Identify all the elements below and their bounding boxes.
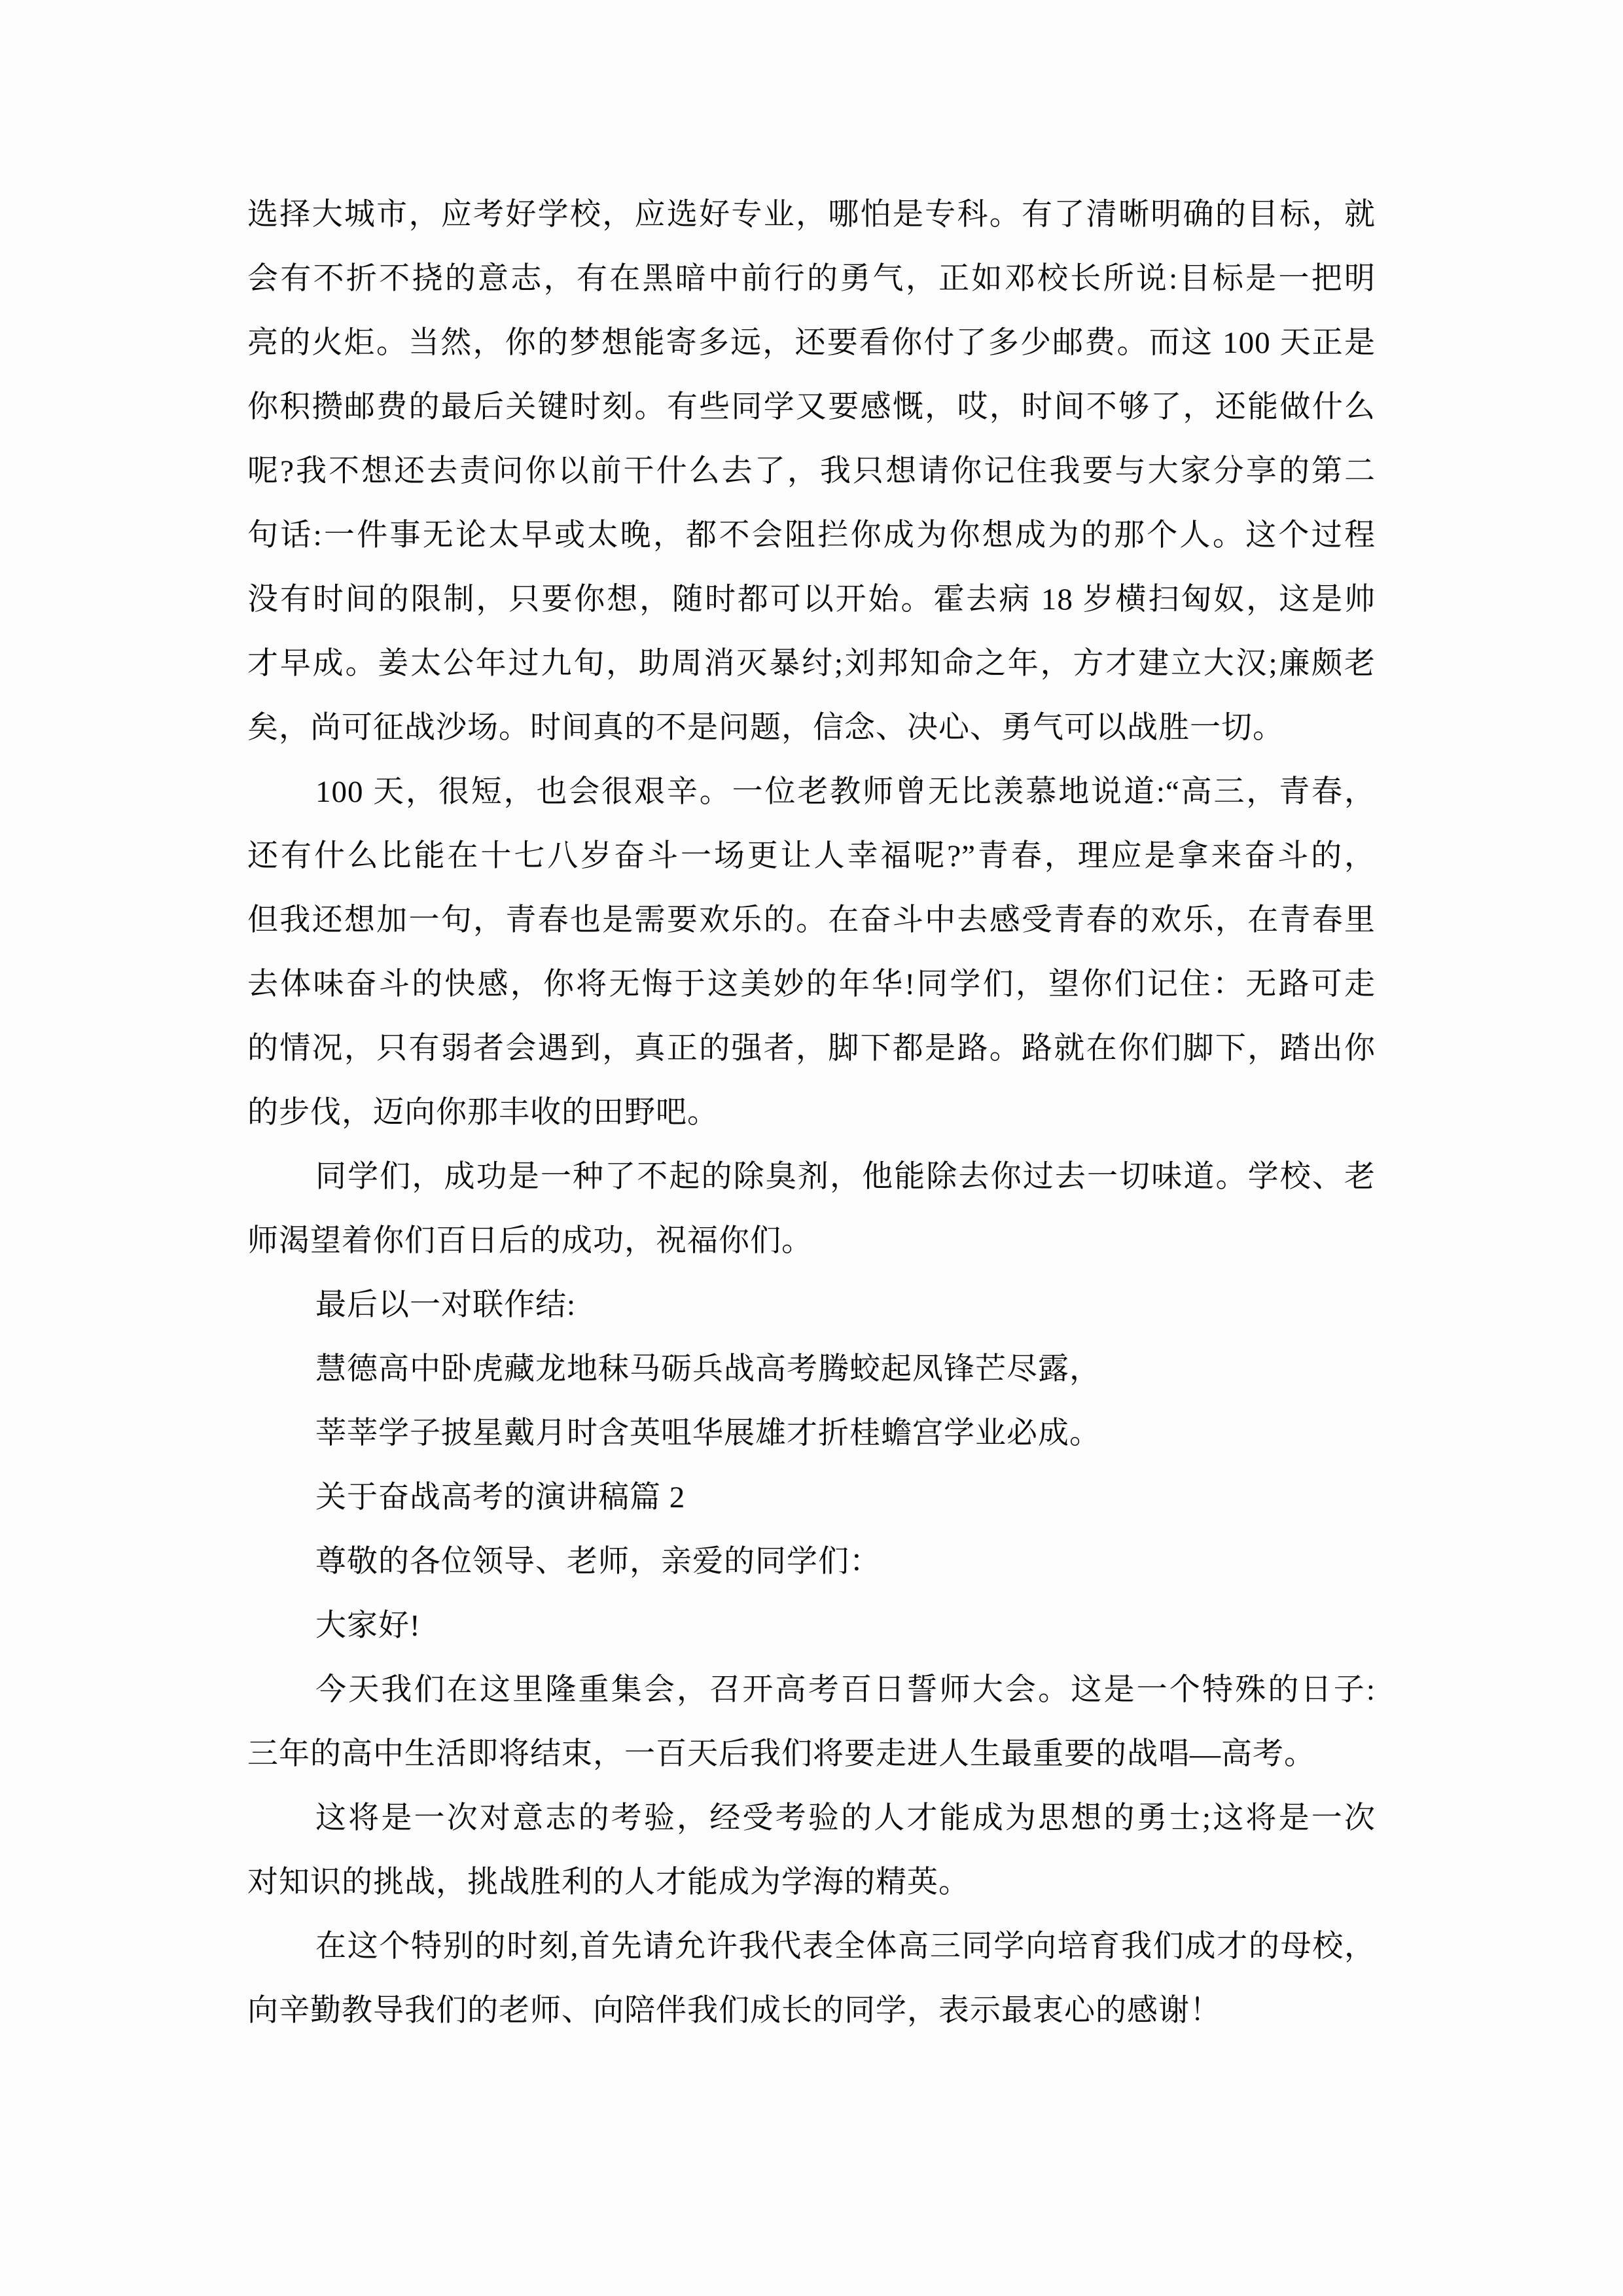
text-line: 你积攒邮费的最后关键时刻。有些同学又要感慨，哎，时间不够了，还能做什么 [247,390,1376,424]
text-line: 对知识的挑战，挑战胜利的人才能成为学海的精英。 [247,1865,970,1899]
text-line: 呢?我不想还去责问你以前干什么去了，我只想请你记住我要与大家分享的第二 [247,454,1376,488]
text-line: 同学们，成功是一种了不起的除臭剂，他能除去你过去一切味道。学校、老 [315,1160,1376,1194]
text-line: 还有什么比能在十七八岁奋斗一场更让人幸福呢?”青春，理应是拿来奋斗的， [247,839,1376,873]
text-line: 今天我们在这里隆重集会，召开高考百日誓师大会。这是一个特殊的日子: [315,1673,1376,1707]
text-line: 没有时间的限制，只要你想，随时都可以开始。霍去病 18 岁横扫匈奴，这是帅 [247,583,1376,617]
text-line: 关于奋战高考的演讲稿篇 2 [315,1480,686,1515]
text-line: 的情况，只有弱者会遇到，真正的强者，脚下都是路。路就在你们脚下，踏出你 [247,1031,1376,1066]
text-line: 才早成。姜太公年过九旬，助周消灭暴纣;刘邦知命之年，方才建立大汉;廉颇老 [247,647,1376,681]
document-text [247,183,1376,2043]
text-line: 师渴望着你们百日后的成功，祝福你们。 [247,1224,813,1258]
text-line: 三年的高中生活即将结束，一百天后我们将要走进人生最重要的战唱—高考。 [247,1737,1315,1771]
text-line: 尊敬的各位领导、老师，亲爱的同学们： [315,1545,881,1579]
text-line: 这将是一次对意志的考验，经受考验的人才能成为思想的勇士;这将是一次 [315,1801,1376,1835]
text-line: 亮的火炬。当然，你的梦想能寄多远，还要看你付了多少邮费。而这 100 天正是 [247,326,1376,360]
text-line: 莘莘学子披星戴月时含英咀华展雄才折桂蟾宫学业必成。 [315,1416,1101,1450]
text-line: 向辛勤教导我们的老师、向陪伴我们成长的同学，表示最衷心的感谢！ [247,1994,1221,2028]
text-line: 矣，尚可征战沙场。时间真的不是问题，信念、决心、勇气可以战胜一切。 [247,711,1284,745]
text-line: 选择大城市，应考好学校，应选好专业，哪怕是专科。有了清晰明确的目标，就 [247,198,1376,232]
text-line: 最后以一对联作结: [315,1288,577,1322]
text-line: 大家好! [315,1609,421,1643]
text-line: 的步伐，迈向你那丰收的田野吧。 [247,1096,719,1130]
text-line: 句话:一件事无论太早或太晚，都不会阻拦你成为你想成为的那个人。这个过程 [247,518,1376,552]
text-line: 但我还想加一句，青春也是需要欢乐的。在奋斗中去感受青春的欢乐，在青春里 [247,903,1376,937]
text-line: 100 天，很短，也会很艰辛。一位老教师曾无比羡慕地说道:“高三，青春， [315,775,1376,809]
text-line: 会有不折不挠的意志，有在黑暗中前行的勇气，正如邓校长所说:目标是一把明 [247,262,1376,296]
text-line: 在这个特别的时刻,首先请允许我代表全体高三同学向培育我们成才的母校， [315,1929,1376,1964]
text-line: 去体味奋斗的快感，你将无悔于这美妙的年华!同学们，望你们记住：无路可走 [247,967,1376,1001]
text-line: 慧德高中卧虎藏龙地秣马砺兵战高考腾蛟起凤锋芒尽露， [315,1352,1101,1386]
